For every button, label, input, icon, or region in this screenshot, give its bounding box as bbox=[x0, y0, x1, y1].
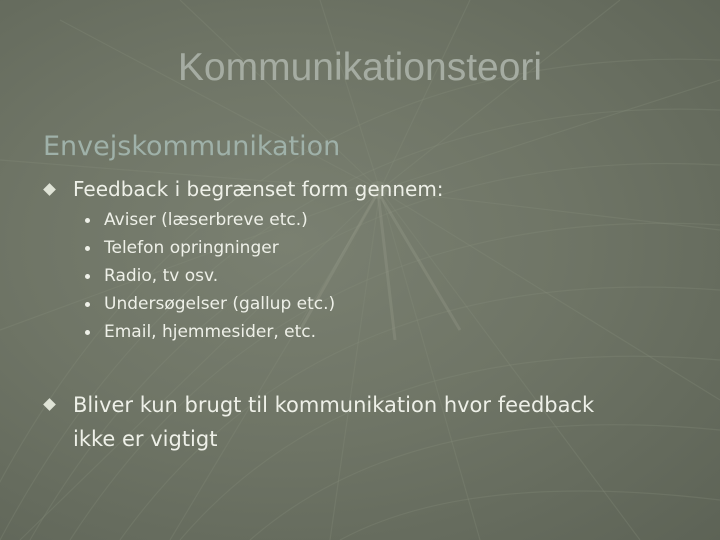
slide-title: Kommunikationsteori bbox=[177, 46, 543, 89]
list-item-text: Aviser (læserbreve etc.) bbox=[104, 210, 308, 230]
bullet-item-feedback-not-important bbox=[45, 388, 594, 456]
list-item bbox=[85, 290, 335, 318]
slide-subtitle: Envejskommunikation bbox=[43, 131, 341, 162]
list-item bbox=[85, 262, 335, 290]
list-item bbox=[85, 318, 335, 346]
bullet-text-line-2: ikke er vigtigt bbox=[73, 427, 218, 451]
list-item-text: Radio, tv osv. bbox=[104, 266, 219, 286]
diamond-bullet-icon bbox=[43, 398, 56, 411]
list-item bbox=[85, 234, 335, 262]
dot-bullet-icon bbox=[85, 302, 90, 307]
list-item-text: Undersøgelser (gallup etc.) bbox=[104, 294, 336, 314]
sub-bullet-list bbox=[85, 206, 335, 346]
dot-bullet-icon bbox=[85, 246, 90, 251]
bullet-text-feedback: Feedback i begrænset form gennem: bbox=[73, 177, 444, 201]
dot-bullet-icon bbox=[85, 274, 90, 279]
bullet-text-block bbox=[73, 388, 594, 456]
bullet-item-feedback bbox=[45, 174, 444, 204]
dot-bullet-icon bbox=[85, 218, 90, 223]
list-item bbox=[85, 206, 335, 234]
list-item-text: Email, hjemmesider, etc. bbox=[104, 322, 317, 342]
bullet-text-line-1: Bliver kun brugt til kommunikation hvor feedback bbox=[73, 393, 595, 417]
list-item-text: Telefon opringninger bbox=[104, 238, 279, 258]
diamond-bullet-icon bbox=[43, 183, 56, 196]
dot-bullet-icon bbox=[85, 330, 90, 335]
